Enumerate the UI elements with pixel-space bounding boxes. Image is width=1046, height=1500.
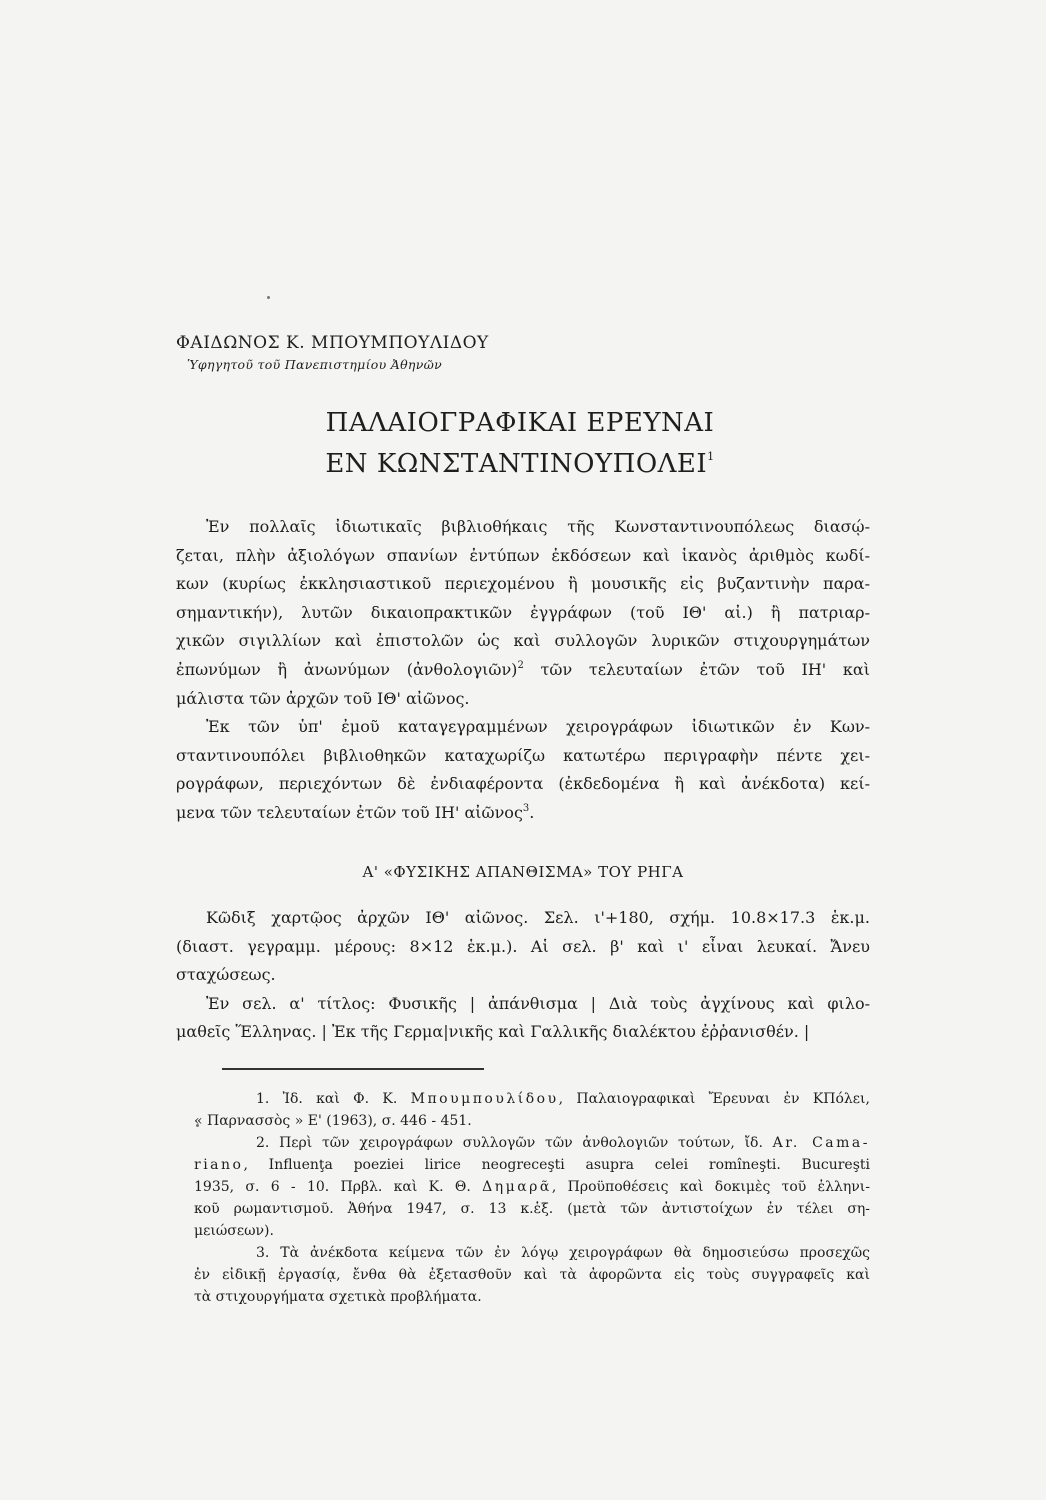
intro-text	[176, 513, 870, 828]
paragraph-line: μάλιστα τῶν ἀρχῶν τοῦ ΙΘ' αἰῶνος.	[176, 688, 470, 708]
footnote-3-cont: ἐν εἰδικῇ ἐργασίᾳ, ἔνθα θὰ ἐξετασθοῦν καὶ τὰ ἀφορῶντα εἰς τοὺς συγγραφεῖς καὶ	[194, 1267, 870, 1283]
footnote-3-cont: τὰ στιχουργήματα σχετικὰ προβλήματα.	[194, 1289, 482, 1305]
paragraph-line: Ἐν σελ. α' τίτλος: Φυσικῆς | ἀπάνθισμα | Διὰ τοὺς ἀγχίνους καὶ φιλο-	[206, 993, 870, 1013]
footnote-ref-3: 3	[522, 802, 530, 814]
paragraph-line: μενα τῶν τελευταίων ἐτῶν τοῦ ΙΗ' αἰῶνος$^3$.	[176, 802, 535, 822]
paper-speck	[267, 296, 270, 299]
paragraph-line: Ἐν πολλαῖς ἰδιωτικαῖς βιβλιοθήκαις τῆς Κωνσταντινουπόλεως διασῴ-	[206, 517, 870, 536]
footnote-1: 1. Ἰδ. καὶ Φ. Κ. Μπουμπουλίδου, Παλαιογραφικαὶ Ἔρευναι ἐν ΚΠόλει,	[256, 1091, 870, 1107]
paragraph-line: (διαστ. γεγραμμ. μέρους: 8×12 ἑκ.μ.). Αἱ σελ. β' καὶ ι' εἶναι λευκαί. Ἄνευ	[176, 936, 870, 956]
paragraph-line: σταχώσεως.	[176, 965, 276, 985]
author-name: ΦΑΙΔΩΝΟΣ Κ. ΜΠΟΥΜΠΟΥΛΙΔΟΥ	[176, 333, 489, 353]
cited-author: Δημαρᾶ	[482, 1179, 552, 1195]
paragraph-line: ρογράφων, περιεχόντων δὲ ἐνδιαφέροντα (ἐκδεδομένα ἢ καὶ ἀνέκδοτα) κεί-	[176, 774, 870, 794]
footnote-2-cont: riano, Influenţa poeziei lirice neogreceşti asupra celei romîneşti. Bucureşti	[194, 1157, 870, 1173]
title-footnote-mark: 1	[707, 450, 715, 463]
article-title-line-1: ΠΑΛΑΙΟΓΡΑΦΙΚΑΙ ΕΡΕΥΝΑΙ	[325, 408, 715, 438]
title-text: ΕΝ ΚΩΝΣΤΑΝΤΙΝΟΥΠΟΛΕΙ	[325, 449, 708, 479]
paragraph-line: ζεται, πλὴν ἀξιολόγων σπανίων ἐντύπων ἐκδόσεων καὶ ἱκανὸς ἀριθμὸς κωδί-	[176, 545, 870, 565]
paragraph-line: ἐπωνύμων ἢ ἀνωνύμων (ἀνθολογιῶν)$^2$ τῶν τελευταίων ἐτῶν τοῦ ΙΗ' καὶ	[176, 659, 871, 679]
paragraph-line: σταντινουπόλει βιβλιοθηκῶν καταχωρίζω κατωτέρω περιγραφὴν πέντε χει-	[176, 745, 870, 765]
footnote-2-cont: κοῦ ρωμαντισμοῦ. Ἀθήνα 1947, σ. 13 κ.ἑξ. (μετὰ τῶν ἀντιστοίχων ἐν τέλει ση-	[194, 1201, 870, 1217]
footnote-rule	[222, 1068, 484, 1070]
paragraph-line: χικῶν σιγιλλίων καὶ ἐπιστολῶν ὡς καὶ συλλογῶν λυρικῶν στιχουργημάτων	[176, 631, 870, 651]
paragraph-line: σημαντικήν), λυτῶν δικαιοπρακτικῶν ἐγγράφων (τοῦ ΙΘ' αἰ.) ἢ πατριαρ-	[176, 602, 870, 622]
paragraph-line: κων (κυρίως ἐκκλησιαστικοῦ περιεχομένου ἢ μουσικῆς εἰς βυζαντινὴν παρα-	[176, 574, 870, 594]
section-heading: Α' «ΦΥΣΙΚΗΣ ΑΠΑΝΘΙΣΜΑ» ΤΟΥ ΡΗΓΑ	[362, 863, 684, 881]
author-affiliation: Ὑφηγητοῦ τοῦ Πανεπιστημίου Ἀθηνῶν	[187, 357, 443, 372]
footnote-2: 2. Περὶ τῶν χειρογράφων συλλογῶν τῶν ἀνθολογιῶν τούτων, ἴδ. Ar. Cama-	[256, 1135, 871, 1151]
footnotes	[194, 1088, 870, 1308]
footnote-3: 3. Τὰ ἀνέκδοτα κείμενα τῶν ἐν λόγῳ χειρογράφων θὰ δημοσιεύσω προσεχῶς	[256, 1245, 870, 1261]
cited-author: Μπουμπουλίδου	[410, 1091, 559, 1107]
footnote-2-cont: 1935, σ. 6 - 10. Πρβλ. καὶ Κ. Θ. Δημαρᾶ, Προϋποθέσεις καὶ δοκιμὲς τοῦ ἑλληνι-	[194, 1179, 870, 1195]
paragraph-line: μαθεῖς Ἕλληνας. | Ἐκ τῆς Γερμα|νικῆς καὶ Γαλλικῆς διαλέκτου ἐῤῥανισθέν. |	[176, 1022, 810, 1042]
cited-author: Ar. Cama-	[772, 1135, 871, 1151]
footnote-ref-2: 2	[517, 659, 524, 671]
cited-author: riano	[194, 1157, 244, 1173]
paragraph-line: Ἐκ τῶν ὑπ' ἐμοῦ καταγεγραμμένων χειρογράφων ἰδιωτικῶν ἐν Κων-	[206, 717, 870, 737]
section-text	[176, 904, 870, 1047]
article-title-line-2	[170, 449, 870, 479]
paragraph-line: Κῶδιξ χαρτῷος ἀρχῶν ΙΘ' αἰῶνος. Σελ. ι'+180, σχήμ. 10.8×17.3 ἑκ.μ.	[206, 908, 870, 927]
footnote-1-cont: « Παρνασσὸς » Ε' (1963), σ. 446 - 451.	[194, 1113, 472, 1129]
footnote-2-cont: μειώσεων).	[194, 1223, 274, 1239]
